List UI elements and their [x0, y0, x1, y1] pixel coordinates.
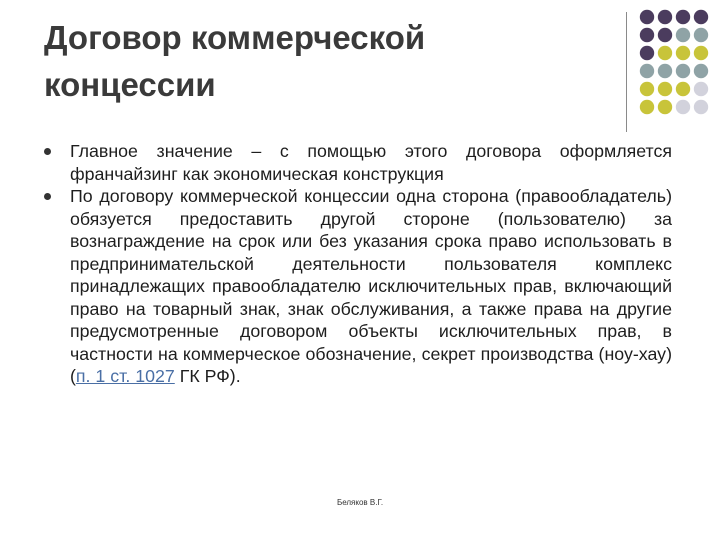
decorative-dot [694, 28, 708, 42]
slide-title-line-2: концессии [44, 66, 216, 103]
slide-title-line-1: Договор коммерческой [44, 19, 426, 56]
decorative-dot [694, 82, 708, 96]
bullet-text-definition: По договору коммерческой концессии одна сторона (правообладатель) обязуется предоставить другой стороне (пользователю) за вознаграждение на срок или без указания срока право использовать в предпринимательской деятельности пользователя комплекс принадлежащих правообладателю исключительных прав, включающий право на товарный знак, знак обслуживания, а также права на другие предусмотренные договором объекты исключительных прав, в частности на коммерческое обозначение, секрет производства (ноу-хау) ( [70, 186, 672, 386]
decorative-dot [658, 64, 672, 78]
decorative-dot [640, 100, 654, 114]
decorative-dot-grid [0, 0, 720, 140]
decorative-dot [640, 10, 654, 24]
decorative-dot [640, 28, 654, 42]
decorative-dot [658, 100, 672, 114]
decorative-dot [694, 10, 708, 24]
decorative-dot [676, 100, 690, 114]
bullet-text-definition-tail: ГК РФ). [174, 366, 241, 386]
bullet-text-meaning: Главное значение – с помощью этого договора оформляется франчайзинг как экономическая конструкция [70, 141, 672, 184]
decorative-dot [676, 46, 690, 60]
decorative-dot [694, 64, 708, 78]
decorative-dot [676, 82, 690, 96]
decorative-dot [640, 82, 654, 96]
decorative-dot [640, 64, 654, 78]
decorative-dot [676, 64, 690, 78]
decorative-dot [658, 28, 672, 42]
bullet-item-definition [42, 185, 672, 388]
decorative-dot [694, 100, 708, 114]
bullet-item-meaning [42, 140, 672, 185]
decorative-dot [676, 10, 690, 24]
decorative-dot [658, 46, 672, 60]
footer-author: Беляков В.Г. [336, 498, 384, 507]
decorative-dot [676, 28, 690, 42]
decorative-dot [658, 82, 672, 96]
bullet-dot-icon [44, 193, 51, 200]
decorative-dot [658, 10, 672, 24]
law-article-link[interactable]: п. 1 ст. 1027 [75, 366, 175, 386]
bullet-dot-icon [44, 148, 51, 155]
decorative-dot [640, 46, 654, 60]
decorative-dot [694, 46, 708, 60]
bullet-list [42, 140, 672, 388]
